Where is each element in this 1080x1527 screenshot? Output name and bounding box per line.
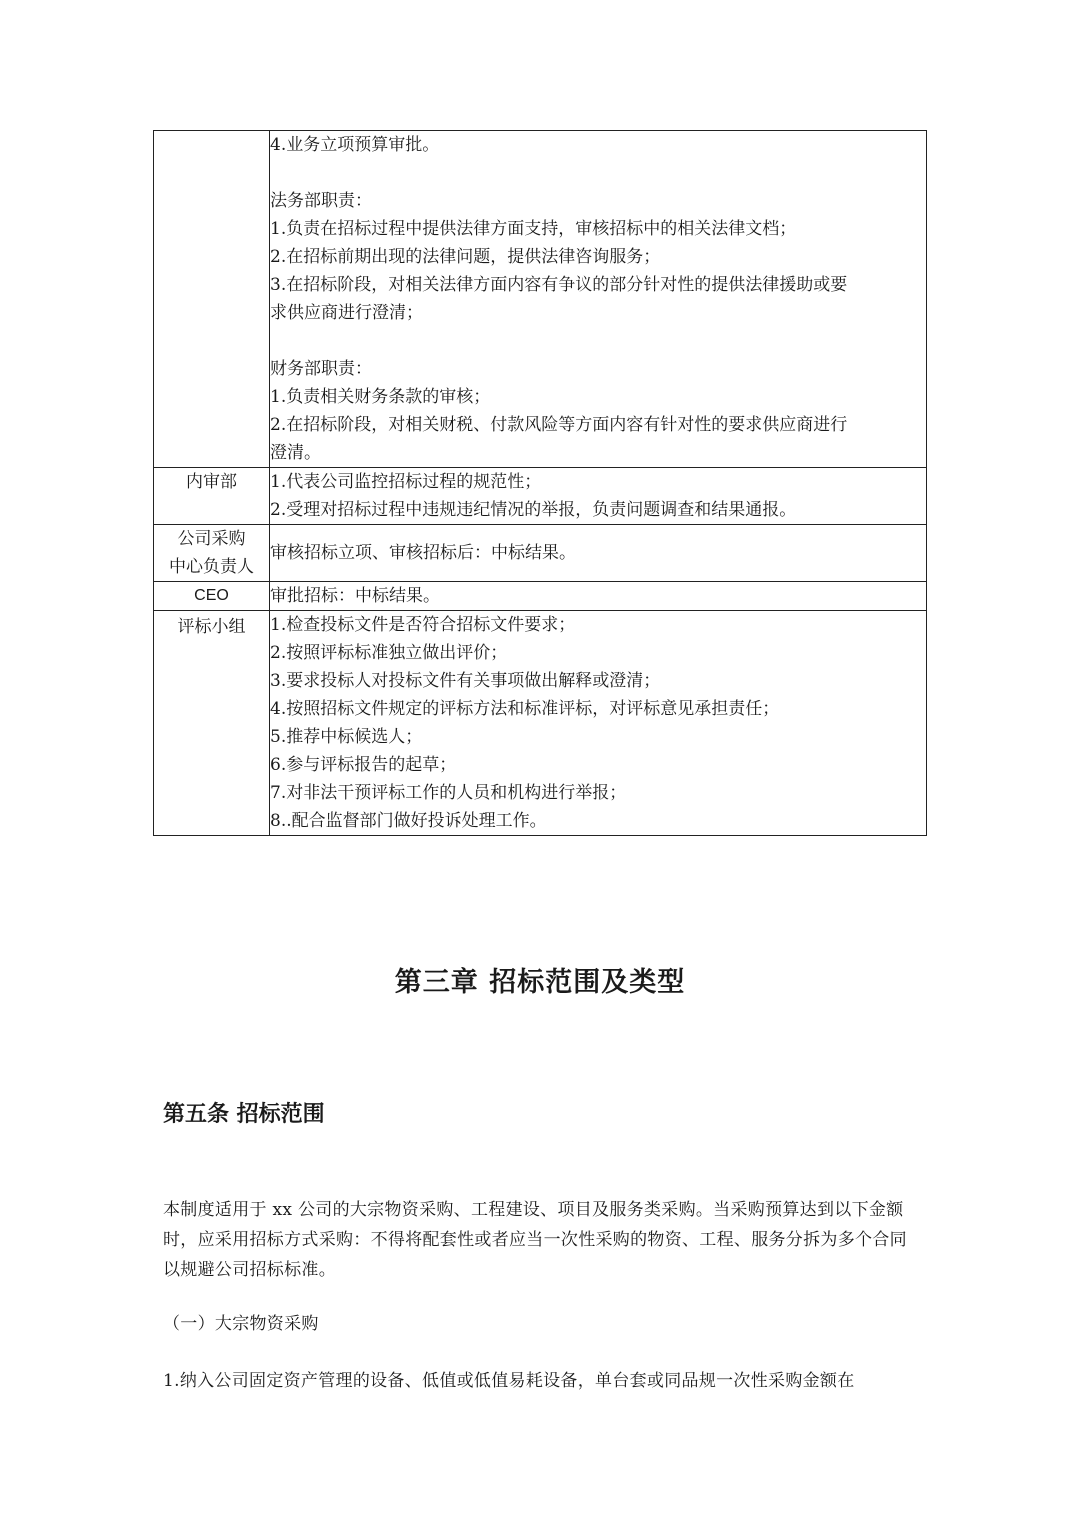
responsibility-table	[153, 130, 927, 836]
duty-line: 2.在招标前期出现的法律问题，提供法律咨询服务；	[270, 247, 661, 267]
table-row	[154, 525, 927, 582]
table-row	[154, 611, 927, 836]
role-cell	[154, 525, 270, 582]
duty-cell	[270, 525, 927, 582]
duty-cell	[270, 611, 927, 836]
role-cell: 内审部	[154, 468, 270, 525]
role-cell: CEO	[154, 582, 270, 611]
duty-line: 2.受理对招标过程中违规违纪情况的举报，负责问题调查和结果通报。	[270, 500, 797, 520]
duty-line: 7.对非法干预评标工作的人员和机构进行举报；	[270, 783, 627, 803]
table-row	[154, 468, 927, 525]
duty-heading: 财务部职责：	[270, 359, 372, 379]
duty-line: 审核招标立项、审核招标后：中标结果。	[270, 543, 576, 563]
article-title: 第五条 招标范围	[163, 1102, 325, 1127]
duty-line: 4.按照招标文件规定的评标方法和标准评标，对评标意见承担责任；	[270, 699, 780, 719]
duty-line: 1.检查投标文件是否符合招标文件要求；	[270, 615, 576, 635]
duty-line: 1.负责相关财务条款的审核；	[270, 387, 491, 407]
duty-cell	[270, 131, 927, 468]
duty-cell	[270, 582, 927, 611]
intro-paragraph: 本制度适用于 xx 公司的大宗物资采购、工程建设、项目及服务类采购。当采购预算达到以下金额时，应采用招标方式采购：不得将配套性或者应当一次性采购的物资、工程、服务分拆为多个合同以规避公司招标标准。	[163, 1200, 907, 1280]
blank-line	[270, 327, 926, 355]
duty-line: 3.在招标阶段，对相关法律方面内容有争议的部分针对性的提供法律援助或要	[270, 275, 848, 295]
table-row	[154, 582, 927, 611]
section-heading: （一）大宗物资采购	[163, 1314, 319, 1334]
duty-line: 3.要求投标人对投标文件有关事项做出解释或澄清；	[270, 671, 661, 691]
duty-line: 求供应商进行澄清；	[270, 303, 423, 323]
duty-line: 2.按照评标标准独立做出评价；	[270, 643, 508, 663]
role-line: 公司采购	[177, 529, 246, 549]
duty-heading: 法务部职责：	[270, 191, 372, 211]
blank-line	[270, 159, 926, 187]
duty-line: 1.负责在招标过程中提供法律方面支持，审核招标中的相关法律文档；	[270, 219, 797, 239]
duty-cell	[270, 468, 927, 525]
chapter-title: 第三章 招标范围及类型	[394, 967, 686, 998]
role-cell: 评标小组	[154, 611, 270, 836]
table-row	[154, 131, 927, 468]
duty-line: 4.业务立项预算审批。	[270, 135, 440, 155]
duty-line: 审批招标：中标结果。	[270, 586, 440, 606]
role-cell-empty	[154, 131, 270, 468]
duty-line: 5.推荐中标候选人；	[270, 727, 423, 747]
role-line: 中心负责人	[169, 557, 254, 577]
duty-line: 1.代表公司监控招标过程的规范性；	[270, 472, 542, 492]
duty-line: 2.在招标阶段，对相关财税、付款风险等方面内容有针对性的要求供应商进行	[270, 415, 848, 435]
duty-line: 6.参与评标报告的起草；	[270, 755, 457, 775]
duty-line: 澄清。	[270, 443, 321, 463]
duty-line: 8..配合监督部门做好投诉处理工作。	[270, 811, 547, 831]
list-item: 1.纳入公司固定资产管理的设备、低值或低值易耗设备，单台套或同品规一次性采购金额在	[163, 1371, 855, 1391]
